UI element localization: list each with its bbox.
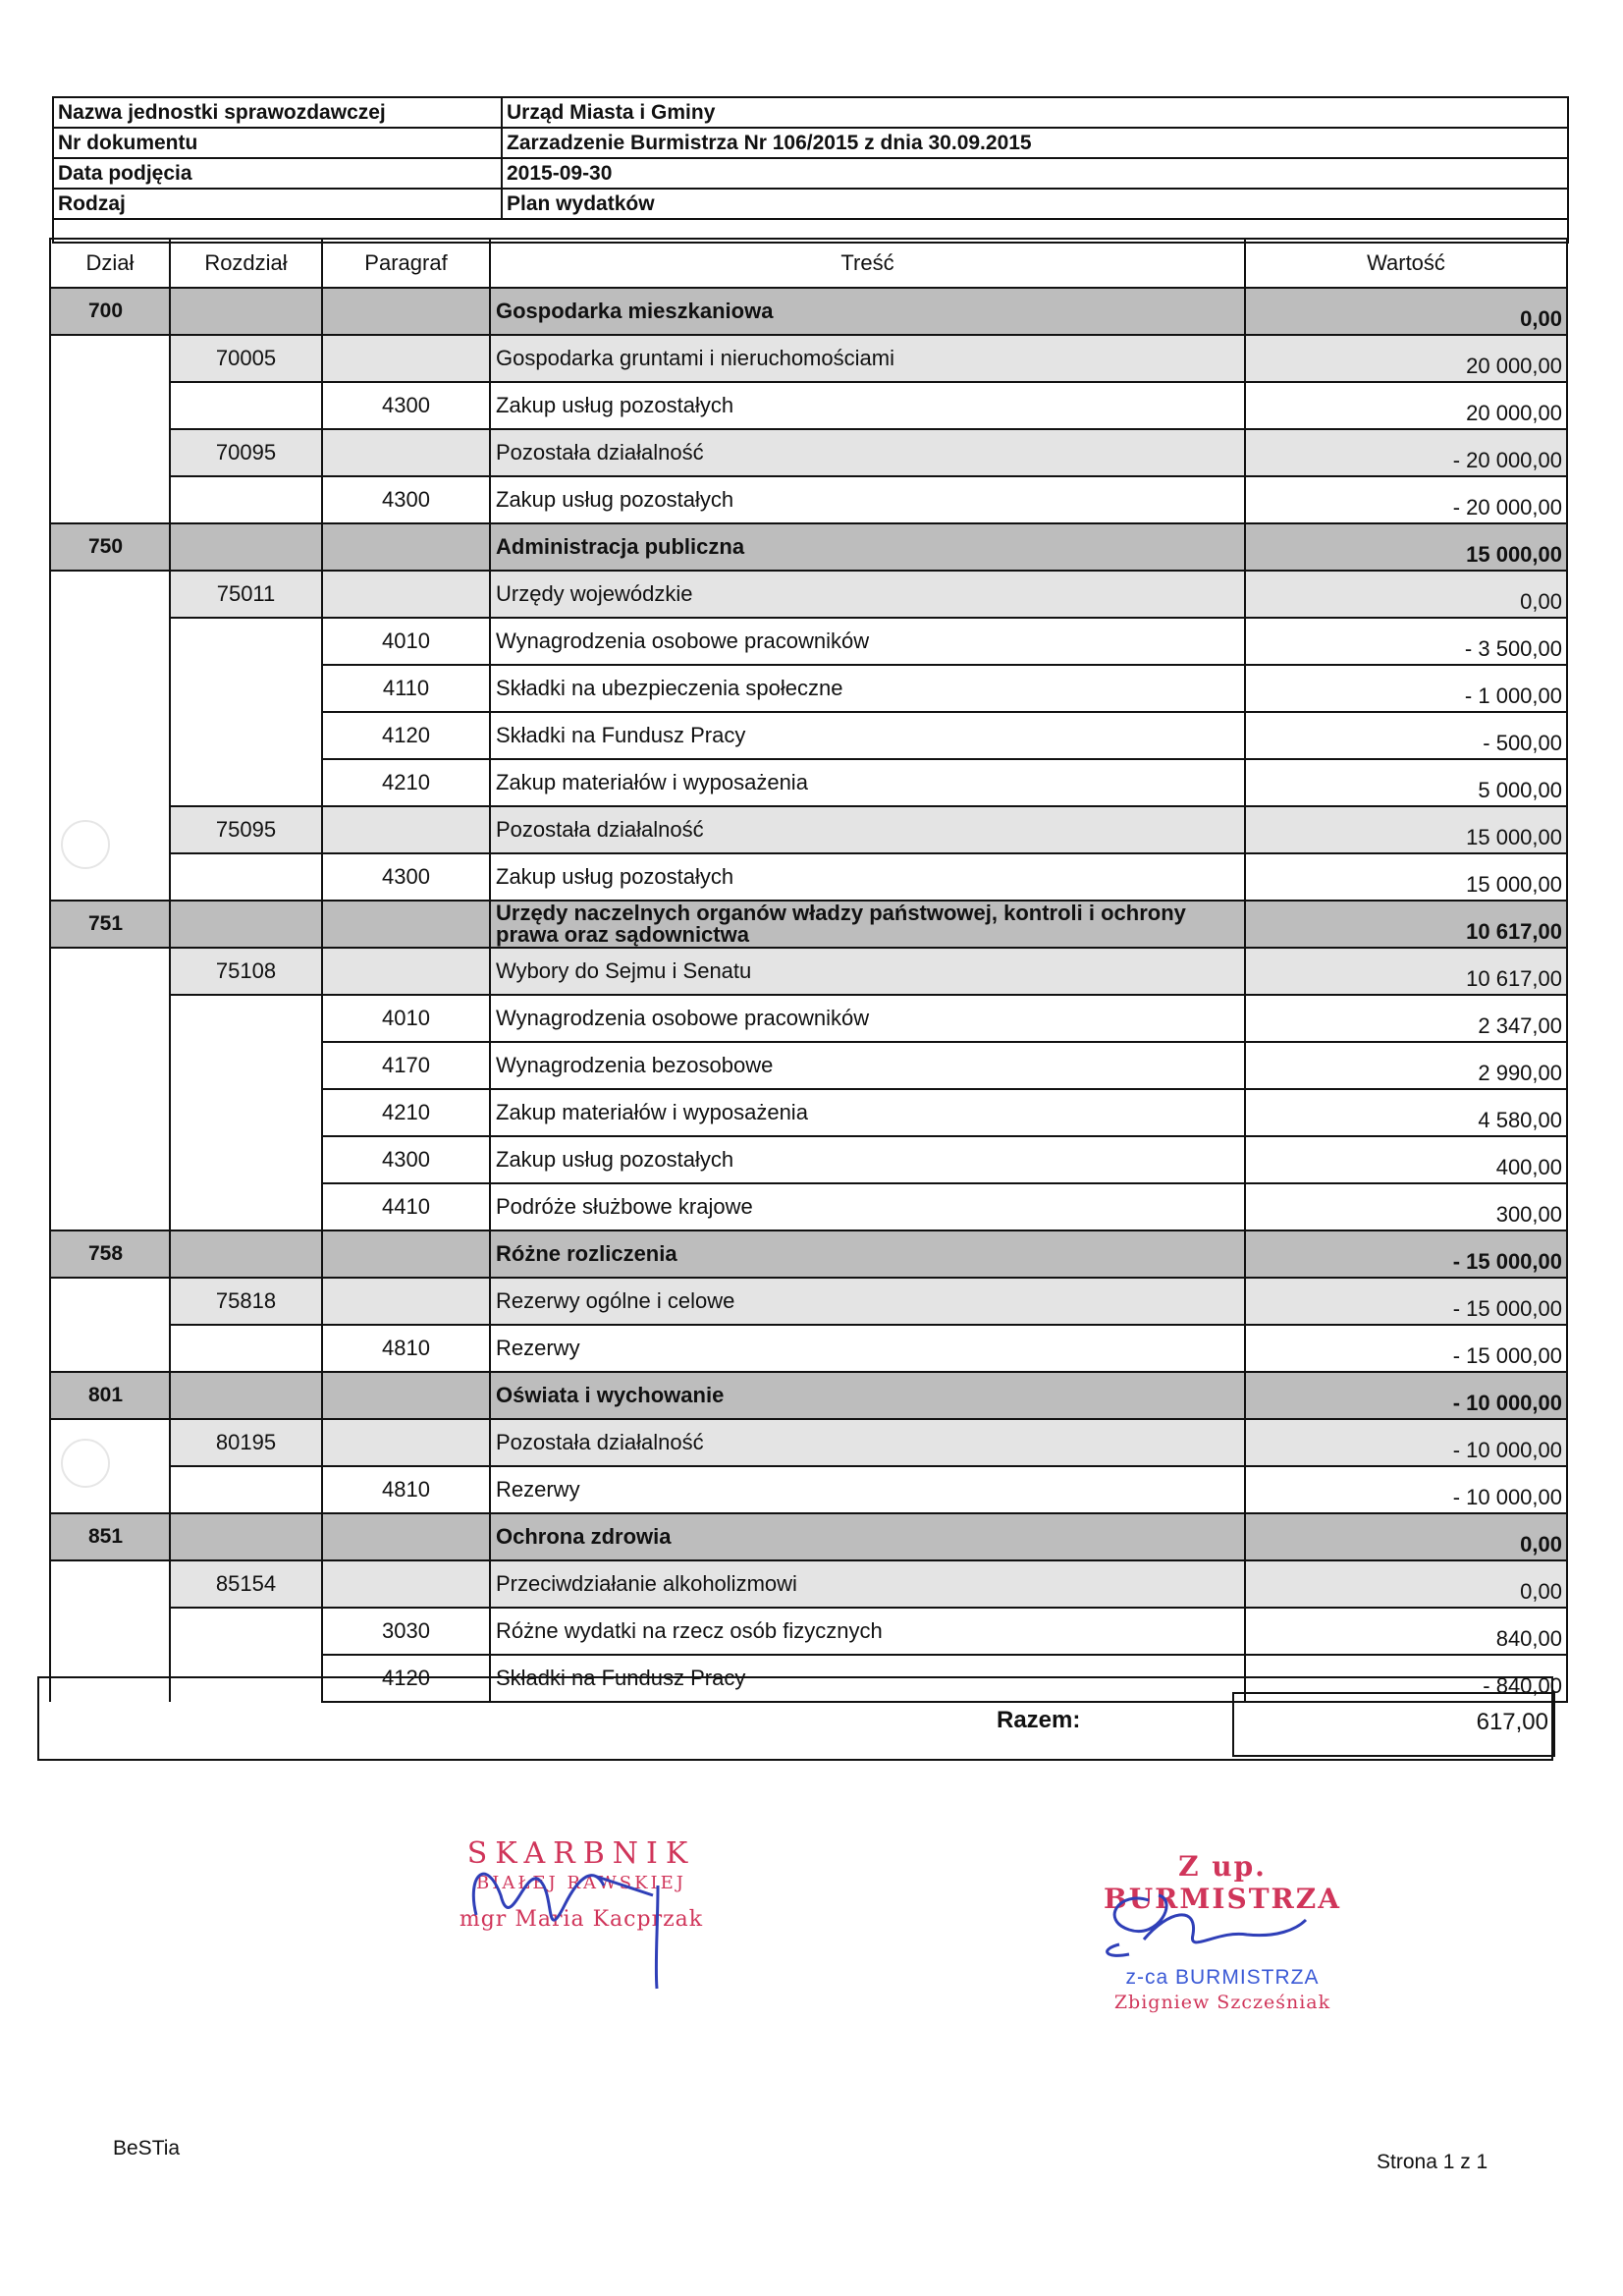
cell-rozdzial: 75095: [170, 806, 322, 853]
cell-rozdzial: [170, 523, 322, 571]
cell-wartosc: 0,00: [1245, 1513, 1567, 1560]
table-row-rozdzial: [50, 429, 1567, 476]
table-row-rozdzial: [50, 1419, 1567, 1466]
cell-tresc: Gospodarka mieszkaniowa: [490, 288, 1245, 335]
cell-tresc: Ochrona zdrowia: [490, 1513, 1245, 1560]
total-value: 617,00: [1476, 1709, 1548, 1735]
cell-tresc: Zakup usług pozostałych: [490, 1136, 1245, 1183]
cell-wartosc: - 10 000,00: [1245, 1466, 1567, 1513]
table-row-paragraf: [50, 1136, 1567, 1183]
cell-rozdzial: [170, 382, 322, 429]
cell-tresc: Pozostała działalność: [490, 806, 1245, 853]
header-rows: [53, 97, 1568, 243]
expense-plan-table: [49, 238, 1568, 1703]
cell-rozdzial: [170, 1513, 322, 1560]
total-label: Razem:: [997, 1707, 1081, 1733]
punch-hole-mark: [61, 1439, 110, 1488]
table-row-dzial: [50, 901, 1567, 948]
cell-dzial: 851: [50, 1513, 170, 1560]
cell-paragraf: 4300: [322, 476, 490, 523]
table-header-row: [50, 239, 1567, 288]
cell-rozdzial: 75011: [170, 571, 322, 618]
cell-tresc: Urzędy naczelnych organów władzy państwowej, kontroli i ochrony prawa oraz sądownictwa: [490, 901, 1245, 948]
cell-wartosc: 15 000,00: [1245, 523, 1567, 571]
table-row-dzial: [50, 523, 1567, 571]
cell-wartosc: - 3 500,00: [1245, 618, 1567, 665]
cell-dzial: [50, 948, 170, 995]
cell-dzial: [50, 665, 170, 712]
cell-wartosc: - 15 000,00: [1245, 1325, 1567, 1372]
cell-wartosc: 5 000,00: [1245, 759, 1567, 806]
table-row-paragraf: [50, 1089, 1567, 1136]
software-name: BeSTia: [113, 2137, 181, 2159]
mayor-stamp-name: Zbigniew Szcześniak: [1113, 1992, 1331, 2013]
cell-paragraf: 4110: [322, 665, 490, 712]
cell-paragraf: [322, 288, 490, 335]
cell-paragraf: 4010: [322, 995, 490, 1042]
cell-dzial: [50, 476, 170, 523]
cell-tresc: Oświata i wychowanie: [490, 1372, 1245, 1419]
table-row-rozdzial: [50, 1278, 1567, 1325]
cell-tresc: Wynagrodzenia osobowe pracowników: [490, 618, 1245, 665]
mayor-stamp-role: z-ca BURMISTRZA: [1125, 1966, 1320, 1989]
cell-dzial: [50, 1183, 170, 1230]
cell-rozdzial: [170, 1466, 322, 1513]
cell-dzial: [50, 429, 170, 476]
cell-paragraf: 4120: [322, 712, 490, 759]
cell-rozdzial: [170, 1372, 322, 1419]
treasurer-stamp-name: mgr Maria Kacprzak: [459, 1907, 704, 1932]
cell-paragraf: [322, 523, 490, 571]
cell-paragraf: [322, 1419, 490, 1466]
cell-paragraf: [322, 948, 490, 995]
table-row-paragraf: [50, 1042, 1567, 1089]
treasurer-stamp-subtitle: BIAŁEJ RAWSKIEJ: [475, 1873, 687, 1893]
header-row: [53, 128, 1568, 158]
cell-tresc: Składki na Fundusz Pracy: [490, 712, 1245, 759]
cell-rozdzial: 75818: [170, 1278, 322, 1325]
header-value: Urząd Miasta i Gminy: [502, 97, 1568, 128]
cell-rozdzial: 70095: [170, 429, 322, 476]
table-row-paragraf: [50, 476, 1567, 523]
cell-paragraf: 4210: [322, 759, 490, 806]
cell-tresc: Wynagrodzenia osobowe pracowników: [490, 995, 1245, 1042]
col-header-tresc: Treść: [490, 239, 1245, 288]
cell-rozdzial: [170, 759, 322, 806]
cell-tresc: Zakup usług pozostałych: [490, 382, 1245, 429]
cell-tresc: Rezerwy ogólne i celowe: [490, 1278, 1245, 1325]
header-label: Nazwa jednostki sprawozdawczej: [53, 97, 502, 128]
cell-tresc: Składki na Fundusz Pracy: [490, 1655, 1245, 1702]
header-value: 2015-09-30: [502, 158, 1568, 189]
cell-paragraf: 4300: [322, 853, 490, 901]
cell-tresc: Zakup usług pozostałych: [490, 853, 1245, 901]
cell-rozdzial: [170, 853, 322, 901]
page-number: Strona 1 z 1: [1377, 2151, 1488, 2173]
cell-tresc: Rezerwy: [490, 1325, 1245, 1372]
cell-dzial: [50, 1560, 170, 1608]
header-row: [53, 97, 1568, 128]
cell-paragraf: 4300: [322, 1136, 490, 1183]
cell-paragraf: 4410: [322, 1183, 490, 1230]
cell-paragraf: [322, 1372, 490, 1419]
cell-rozdzial: 75108: [170, 948, 322, 995]
header-row: [53, 158, 1568, 189]
col-header-paragraf: Paragraf: [322, 239, 490, 288]
cell-tresc: Administracja publiczna: [490, 523, 1245, 571]
cell-tresc: Zakup materiałów i wyposażenia: [490, 759, 1245, 806]
cell-rozdzial: [170, 995, 322, 1042]
cell-paragraf: [322, 1230, 490, 1278]
cell-dzial: [50, 995, 170, 1042]
cell-rozdzial: [170, 288, 322, 335]
table-row-dzial: [50, 288, 1567, 335]
table-row-paragraf: [50, 382, 1567, 429]
cell-paragraf: [322, 335, 490, 382]
table-row-rozdzial: [50, 335, 1567, 382]
cell-dzial: [50, 712, 170, 759]
cell-wartosc: 20 000,00: [1245, 382, 1567, 429]
cell-paragraf: 4210: [322, 1089, 490, 1136]
cell-rozdzial: [170, 1183, 322, 1230]
cell-wartosc: 10 617,00: [1245, 948, 1567, 995]
cell-paragraf: [322, 901, 490, 948]
cell-rozdzial: [170, 1136, 322, 1183]
table-row-paragraf: [50, 995, 1567, 1042]
cell-tresc: Pozostała działalność: [490, 1419, 1245, 1466]
cell-rozdzial: [170, 476, 322, 523]
cell-rozdzial: [170, 1089, 322, 1136]
table-row-paragraf: [50, 853, 1567, 901]
cell-wartosc: - 1 000,00: [1245, 665, 1567, 712]
cell-rozdzial: 85154: [170, 1560, 322, 1608]
cell-paragraf: 3030: [322, 1608, 490, 1655]
cell-rozdzial: 70005: [170, 335, 322, 382]
header-label: Nr dokumentu: [53, 128, 502, 158]
cell-rozdzial: [170, 1042, 322, 1089]
treasurer-signature: [447, 1836, 682, 1994]
cell-wartosc: - 20 000,00: [1245, 429, 1567, 476]
cell-tresc: Wybory do Sejmu i Senatu: [490, 948, 1245, 995]
cell-dzial: 751: [50, 901, 170, 948]
cell-rozdzial: [170, 1230, 322, 1278]
cell-wartosc: 10 617,00: [1245, 901, 1567, 948]
table-row-paragraf: [50, 1325, 1567, 1372]
cell-tresc: Podróże służbowe krajowe: [490, 1183, 1245, 1230]
cell-dzial: 801: [50, 1372, 170, 1419]
table-row-dzial: [50, 1230, 1567, 1278]
table-row-paragraf: [50, 712, 1567, 759]
table-row-rozdzial: [50, 948, 1567, 995]
cell-paragraf: 4810: [322, 1466, 490, 1513]
header-row: [53, 189, 1568, 219]
col-header-dzial: Dział: [50, 239, 170, 288]
cell-rozdzial: [170, 901, 322, 948]
cell-wartosc: 2 347,00: [1245, 995, 1567, 1042]
cell-dzial: [50, 1042, 170, 1089]
cell-wartosc: 840,00: [1245, 1608, 1567, 1655]
header-label: Data podjęcia: [53, 158, 502, 189]
cell-dzial: [50, 1278, 170, 1325]
mayor-signature: [1060, 1881, 1355, 1969]
cell-wartosc: - 10 000,00: [1245, 1419, 1567, 1466]
cell-dzial: [50, 335, 170, 382]
cell-paragraf: [322, 806, 490, 853]
cell-paragraf: [322, 1513, 490, 1560]
cell-tresc: Urzędy wojewódzkie: [490, 571, 1245, 618]
cell-rozdzial: [170, 1608, 322, 1655]
cell-dzial: [50, 382, 170, 429]
cell-tresc: Rezerwy: [490, 1466, 1245, 1513]
cell-rozdzial: [170, 712, 322, 759]
table-row-paragraf: [50, 759, 1567, 806]
cell-tresc: Pozostała działalność: [490, 429, 1245, 476]
table-row-rozdzial: [50, 571, 1567, 618]
cell-rozdzial: [170, 618, 322, 665]
cell-dzial: [50, 618, 170, 665]
cell-rozdzial: [170, 665, 322, 712]
table-row-paragraf: [50, 1466, 1567, 1513]
cell-paragraf: [322, 429, 490, 476]
cell-rozdzial: 80195: [170, 1419, 322, 1466]
cell-wartosc: 0,00: [1245, 1560, 1567, 1608]
cell-tresc: Wynagrodzenia bezosobowe: [490, 1042, 1245, 1089]
mayor-stamp-title: Z up. BURMISTRZA: [1104, 1850, 1341, 1915]
table-row-paragraf: [50, 665, 1567, 712]
cell-wartosc: - 15 000,00: [1245, 1230, 1567, 1278]
cell-tresc: Przeciwdziałanie alkoholizmowi: [490, 1560, 1245, 1608]
cell-dzial: [50, 759, 170, 806]
cell-wartosc: 0,00: [1245, 571, 1567, 618]
cell-wartosc: - 500,00: [1245, 712, 1567, 759]
cell-tresc: Składki na ubezpieczenia społeczne: [490, 665, 1245, 712]
cell-paragraf: 4170: [322, 1042, 490, 1089]
cell-dzial: 700: [50, 288, 170, 335]
cell-wartosc: 0,00: [1245, 288, 1567, 335]
table-row-paragraf: [50, 1608, 1567, 1655]
table-row-rozdzial: [50, 1560, 1567, 1608]
document-header: [52, 96, 1569, 244]
cell-paragraf: [322, 1560, 490, 1608]
cell-dzial: [50, 1136, 170, 1183]
cell-dzial: 758: [50, 1230, 170, 1278]
cell-paragraf: 4300: [322, 382, 490, 429]
cell-wartosc: - 20 000,00: [1245, 476, 1567, 523]
cell-wartosc: 2 990,00: [1245, 1042, 1567, 1089]
col-header-rozdzial: Rozdział: [170, 239, 322, 288]
cell-wartosc: 4 580,00: [1245, 1089, 1567, 1136]
table-row-dzial: [50, 1513, 1567, 1560]
table-row-paragraf: [50, 618, 1567, 665]
cell-tresc: Gospodarka gruntami i nieruchomościami: [490, 335, 1245, 382]
treasurer-stamp-title: SKARBNIK: [466, 1836, 696, 1871]
cell-tresc: Różne rozliczenia: [490, 1230, 1245, 1278]
cell-wartosc: 300,00: [1245, 1183, 1567, 1230]
cell-wartosc: - 10 000,00: [1245, 1372, 1567, 1419]
header-label: Rodzaj: [53, 189, 502, 219]
cell-wartosc: - 840,00: [1245, 1655, 1567, 1702]
cell-tresc: Zakup usług pozostałych: [490, 476, 1245, 523]
table-row-rozdzial: [50, 806, 1567, 853]
cell-paragraf: 4010: [322, 618, 490, 665]
table-row-paragraf: [50, 1183, 1567, 1230]
cell-dzial: [50, 1325, 170, 1372]
table-row-dzial: [50, 1372, 1567, 1419]
cell-paragraf: 4810: [322, 1325, 490, 1372]
cell-tresc: Różne wydatki na rzecz osób fizycznych: [490, 1608, 1245, 1655]
cell-rozdzial: [170, 1325, 322, 1372]
cell-dzial: 750: [50, 523, 170, 571]
cell-dzial: [50, 1608, 170, 1655]
cell-paragraf: 4120: [322, 1655, 490, 1702]
header-value: Zarzadzenie Burmistrza Nr 106/2015 z dnia 30.09.2015: [502, 128, 1568, 158]
table-body: [50, 288, 1567, 1702]
cell-wartosc: - 15 000,00: [1245, 1278, 1567, 1325]
cell-paragraf: [322, 571, 490, 618]
cell-dzial: [50, 1089, 170, 1136]
punch-hole-mark: [61, 820, 110, 869]
cell-wartosc: 15 000,00: [1245, 806, 1567, 853]
cell-dzial: [50, 571, 170, 618]
cell-wartosc: 20 000,00: [1245, 335, 1567, 382]
header-value: Plan wydatków: [502, 189, 1568, 219]
cell-wartosc: 400,00: [1245, 1136, 1567, 1183]
col-header-wartosc: Wartość: [1245, 239, 1567, 288]
cell-wartosc: 15 000,00: [1245, 853, 1567, 901]
cell-tresc: Zakup materiałów i wyposażenia: [490, 1089, 1245, 1136]
cell-paragraf: [322, 1278, 490, 1325]
